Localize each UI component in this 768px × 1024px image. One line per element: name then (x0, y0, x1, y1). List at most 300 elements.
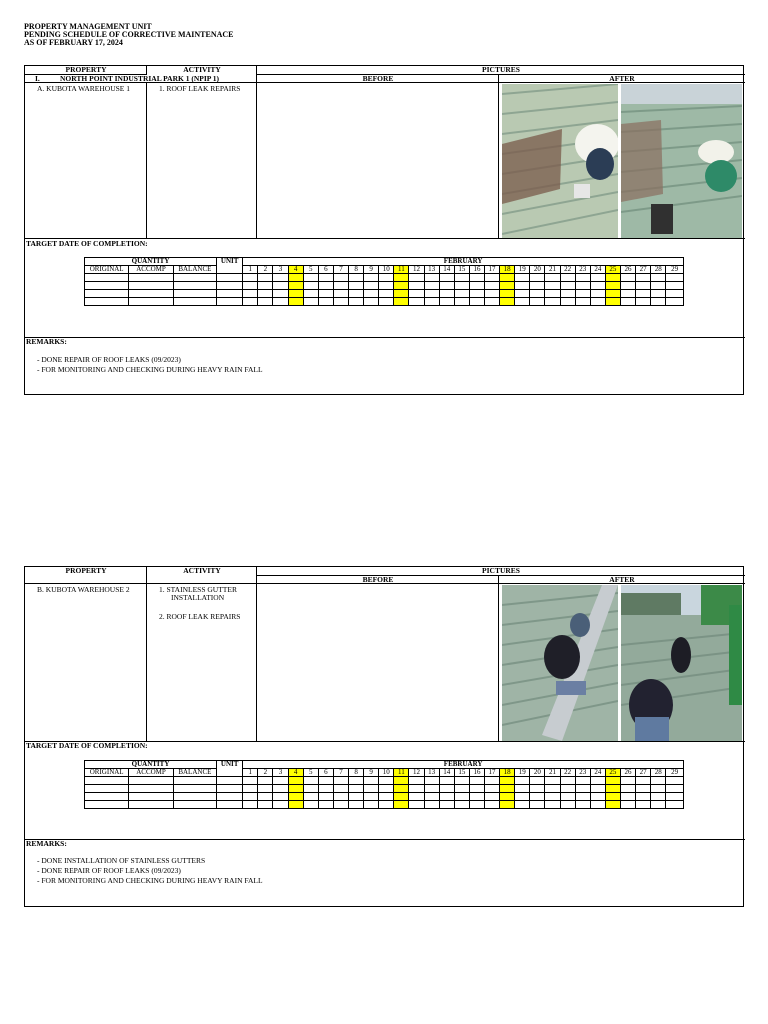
grid-cell (515, 801, 530, 809)
grid-cell (349, 298, 364, 306)
day-cell: 12 (409, 769, 424, 777)
grid-cell (379, 298, 394, 306)
grid-cell (485, 785, 500, 793)
grid-cell (243, 793, 258, 801)
grid-cell (605, 282, 620, 290)
grid-cell (500, 777, 515, 785)
grid-cell (318, 793, 333, 801)
grid-cell (273, 801, 288, 809)
grid-cell (318, 777, 333, 785)
grid-cell (424, 274, 439, 282)
remark-item: - DONE INSTALLATION OF STAINLESS GUTTERS (37, 856, 206, 865)
grid-cell (636, 290, 651, 298)
day-cell: 23 (575, 769, 590, 777)
grid-cell (258, 793, 273, 801)
grid-cell (129, 290, 173, 298)
grid-cell (424, 801, 439, 809)
grid-cell (500, 290, 515, 298)
target-date-label: TARGET DATE OF COMPLETION: (26, 239, 148, 248)
grid-cell (636, 777, 651, 785)
grid-cell (620, 274, 635, 282)
day-cell: 26 (620, 266, 635, 274)
header-date: AS OF FEBRUARY 17, 2024 (24, 38, 123, 47)
grid-cell (590, 290, 605, 298)
activity-header: ACTIVITY (183, 566, 221, 575)
grid-cell (394, 290, 409, 298)
grid-cell (515, 785, 530, 793)
remark-item: - FOR MONITORING AND CHECKING DURING HEAVY RAIN FALL (37, 876, 263, 885)
grid-cell (258, 801, 273, 809)
day-cell: 29 (666, 769, 684, 777)
grid-cell (85, 777, 129, 785)
after-photo-2 (621, 585, 742, 741)
activity-item: 1. ROOF LEAK REPAIRS (159, 84, 241, 93)
grid-cell (318, 785, 333, 793)
header-unit: PROPERTY MANAGEMENT UNIT (24, 22, 152, 31)
grid-cell (439, 290, 454, 298)
grid-cell (605, 298, 620, 306)
grid-cell (288, 290, 303, 298)
grid-cell (217, 298, 243, 306)
grid-cell (258, 785, 273, 793)
day-cell: 21 (545, 769, 560, 777)
property-name: A. KUBOTA WAREHOUSE 1 (37, 84, 131, 93)
grid-cell (258, 282, 273, 290)
grid-cell (217, 282, 243, 290)
day-cell: 12 (409, 266, 424, 274)
grid-cell (394, 785, 409, 793)
day-cell: 15 (454, 769, 469, 777)
grid-cell (500, 785, 515, 793)
day-cell: 25 (605, 266, 620, 274)
day-cell: 6 (318, 769, 333, 777)
grid-cell (545, 298, 560, 306)
grid-cell (575, 282, 590, 290)
grid-cell (439, 793, 454, 801)
grid-cell (129, 801, 173, 809)
grid-cell (454, 290, 469, 298)
grid-cell (439, 785, 454, 793)
grid-cell (288, 801, 303, 809)
grid-cell (333, 282, 348, 290)
grid-cell (394, 274, 409, 282)
grid-cell (469, 793, 484, 801)
grid-cell (258, 298, 273, 306)
grid-cell (217, 785, 243, 793)
document-header (24, 23, 234, 47)
month-header: FEBRUARY (243, 761, 684, 769)
day-cell: 16 (469, 769, 484, 777)
grid-cell (394, 801, 409, 809)
grid-cell (620, 793, 635, 801)
grid-cell (545, 274, 560, 282)
grid-cell (85, 298, 129, 306)
grid-cell (243, 290, 258, 298)
grid-cell (545, 290, 560, 298)
after-photo-1 (502, 585, 618, 741)
schedule-grid-1 (84, 257, 684, 306)
grid-cell (129, 298, 173, 306)
grid-cell (500, 274, 515, 282)
grid-cell (620, 290, 635, 298)
grid-cell (364, 793, 379, 801)
grid-cell (303, 777, 318, 785)
day-cell: 2 (258, 266, 273, 274)
grid-cell (349, 282, 364, 290)
quantity-header: QUANTITY (85, 258, 217, 266)
day-cell: 9 (364, 266, 379, 274)
day-cell: 8 (349, 266, 364, 274)
activity-header: ACTIVITY (183, 65, 221, 74)
unit-header: UNIT (217, 761, 243, 777)
grid-cell (85, 801, 129, 809)
grid-cell (636, 785, 651, 793)
grid-cell (590, 777, 605, 785)
grid-cell (273, 785, 288, 793)
balance-header: BALANCE (173, 769, 216, 777)
remark-item: - FOR MONITORING AND CHECKING DURING HEAVY RAIN FALL (37, 365, 263, 374)
grid-cell (469, 282, 484, 290)
grid-cell (651, 785, 666, 793)
day-cell: 13 (424, 266, 439, 274)
grid-cell (364, 282, 379, 290)
property-header: PROPERTY (65, 65, 107, 74)
grid-cell (605, 777, 620, 785)
grid-cell (530, 785, 545, 793)
grid-cell (364, 298, 379, 306)
grid-cell (379, 290, 394, 298)
grid-cell (620, 801, 635, 809)
grid-cell (85, 282, 129, 290)
grid-cell (560, 274, 575, 282)
day-cell: 4 (288, 769, 303, 777)
grid-cell (173, 793, 216, 801)
grid-cell (424, 298, 439, 306)
grid-cell (333, 290, 348, 298)
day-cell: 18 (500, 266, 515, 274)
grid-cell (485, 290, 500, 298)
grid-cell (364, 777, 379, 785)
grid-cell (485, 282, 500, 290)
grid-cell (575, 274, 590, 282)
day-cell: 7 (333, 266, 348, 274)
grid-cell (515, 274, 530, 282)
grid-cell (620, 777, 635, 785)
grid-cell (243, 801, 258, 809)
grid-cell (394, 777, 409, 785)
property-name: B. KUBOTA WAREHOUSE 2 (37, 585, 130, 594)
grid-cell (409, 801, 424, 809)
grid-cell (485, 793, 500, 801)
grid-cell (636, 298, 651, 306)
grid-cell (590, 793, 605, 801)
grid-cell (500, 298, 515, 306)
group-number: I. (35, 74, 40, 83)
grid-cell (636, 793, 651, 801)
grid-cell (349, 785, 364, 793)
day-cell: 19 (515, 266, 530, 274)
grid-cell (379, 801, 394, 809)
grid-cell (439, 777, 454, 785)
grid-cell (303, 290, 318, 298)
grid-cell (545, 785, 560, 793)
grid-cell (379, 777, 394, 785)
grid-cell (129, 282, 173, 290)
grid-cell (258, 274, 273, 282)
grid-cell (454, 785, 469, 793)
grid-cell (173, 298, 216, 306)
grid-cell (85, 290, 129, 298)
grid-cell (500, 793, 515, 801)
grid-cell (439, 801, 454, 809)
grid-cell (560, 298, 575, 306)
grid-cell (454, 801, 469, 809)
grid-cell (590, 298, 605, 306)
grid-cell (364, 274, 379, 282)
grid-cell (605, 793, 620, 801)
grid-cell (545, 282, 560, 290)
grid-cell (424, 785, 439, 793)
grid-cell (530, 282, 545, 290)
grid-cell (333, 274, 348, 282)
grid-cell (85, 793, 129, 801)
section-2-block (24, 566, 744, 907)
grid-cell (349, 793, 364, 801)
grid-cell (217, 290, 243, 298)
grid-cell (318, 274, 333, 282)
group-name: NORTH POINT INDUSTRIAL PARK 1 (NPIP 1) (60, 74, 220, 83)
grid-cell (515, 290, 530, 298)
grid-cell (439, 282, 454, 290)
grid-cell (303, 785, 318, 793)
day-cell: 20 (530, 769, 545, 777)
grid-cell (575, 290, 590, 298)
grid-cell (651, 290, 666, 298)
grid-cell (666, 274, 684, 282)
day-cell: 5 (303, 266, 318, 274)
header-title: PENDING SCHEDULE OF CORRECTIVE MAINTENACE (24, 30, 234, 39)
day-cell: 29 (666, 266, 684, 274)
grid-cell (620, 298, 635, 306)
grid-cell (349, 777, 364, 785)
day-cell: 19 (515, 769, 530, 777)
day-cell: 9 (364, 769, 379, 777)
grid-cell (666, 785, 684, 793)
grid-cell (318, 290, 333, 298)
grid-cell (469, 274, 484, 282)
grid-cell (530, 777, 545, 785)
grid-cell (666, 793, 684, 801)
day-cell: 1 (243, 266, 258, 274)
grid-cell (303, 793, 318, 801)
grid-cell (303, 282, 318, 290)
grid-cell (545, 793, 560, 801)
grid-cell (651, 801, 666, 809)
day-cell: 27 (636, 769, 651, 777)
property-header: PROPERTY (65, 566, 107, 575)
grid-cell (575, 793, 590, 801)
grid-cell (217, 777, 243, 785)
day-cell: 17 (485, 266, 500, 274)
grid-cell (409, 290, 424, 298)
grid-cell (217, 793, 243, 801)
original-header: ORIGINAL (85, 266, 129, 274)
grid-cell (173, 785, 216, 793)
day-cell: 10 (379, 266, 394, 274)
grid-cell (575, 801, 590, 809)
grid-cell (85, 274, 129, 282)
pictures-header: PICTURES (482, 65, 520, 74)
grid-cell (173, 290, 216, 298)
grid-cell (590, 282, 605, 290)
grid-cell (273, 290, 288, 298)
grid-cell (666, 801, 684, 809)
grid-cell (530, 793, 545, 801)
grid-cell (560, 793, 575, 801)
grid-cell (288, 785, 303, 793)
grid-cell (605, 785, 620, 793)
grid-cell (273, 282, 288, 290)
grid-cell (173, 274, 216, 282)
grid-cell (575, 777, 590, 785)
after-header: AFTER (609, 575, 635, 584)
grid-cell (651, 793, 666, 801)
day-cell: 22 (560, 769, 575, 777)
day-cell: 11 (394, 769, 409, 777)
day-cell: 14 (439, 266, 454, 274)
remarks-list (37, 355, 263, 375)
grid-cell (515, 777, 530, 785)
grid-cell (651, 777, 666, 785)
grid-cell (485, 801, 500, 809)
day-cell: 8 (349, 769, 364, 777)
grid-cell (485, 274, 500, 282)
grid-cell (364, 801, 379, 809)
grid-cell (273, 777, 288, 785)
grid-cell (560, 290, 575, 298)
grid-cell (243, 274, 258, 282)
grid-cell (515, 282, 530, 290)
grid-cell (379, 274, 394, 282)
grid-cell (409, 298, 424, 306)
grid-cell (409, 282, 424, 290)
day-cell: 11 (394, 266, 409, 274)
grid-cell (217, 274, 243, 282)
grid-cell (424, 777, 439, 785)
grid-cell (333, 801, 348, 809)
day-cell: 26 (620, 769, 635, 777)
day-cell: 28 (651, 266, 666, 274)
grid-cell (173, 777, 216, 785)
grid-cell (485, 298, 500, 306)
grid-cell (469, 777, 484, 785)
grid-cell (394, 793, 409, 801)
grid-cell (469, 298, 484, 306)
grid-cell (620, 785, 635, 793)
grid-cell (379, 785, 394, 793)
grid-cell (333, 298, 348, 306)
day-cell: 10 (379, 769, 394, 777)
grid-cell (273, 274, 288, 282)
day-cell: 4 (288, 266, 303, 274)
day-cell: 24 (590, 266, 605, 274)
grid-cell (394, 298, 409, 306)
grid-cell (379, 793, 394, 801)
activity-item: 2. ROOF LEAK REPAIRS (159, 612, 241, 621)
day-cell: 20 (530, 266, 545, 274)
grid-cell (530, 298, 545, 306)
grid-cell (243, 298, 258, 306)
grid-cell (349, 274, 364, 282)
grid-cell (288, 274, 303, 282)
grid-cell (364, 785, 379, 793)
target-date-label: TARGET DATE OF COMPLETION: (26, 741, 148, 750)
grid-cell (409, 274, 424, 282)
schedule-grid-2 (84, 760, 684, 809)
grid-cell (409, 793, 424, 801)
grid-cell (288, 777, 303, 785)
grid-cell (379, 282, 394, 290)
accomp-header: ACCOMP (129, 769, 173, 777)
grid-cell (424, 282, 439, 290)
remarks-label: REMARKS: (26, 839, 67, 848)
grid-cell (85, 785, 129, 793)
grid-cell (273, 793, 288, 801)
before-header: BEFORE (362, 74, 394, 83)
day-cell: 24 (590, 769, 605, 777)
grid-cell (303, 298, 318, 306)
month-header: FEBRUARY (243, 258, 684, 266)
day-cell: 25 (605, 769, 620, 777)
after-photo-1 (502, 84, 618, 238)
unit-header: UNIT (217, 258, 243, 274)
before-header: BEFORE (362, 575, 394, 584)
remarks-label: REMARKS: (26, 337, 67, 346)
grid-cell (636, 801, 651, 809)
grid-cell (439, 298, 454, 306)
grid-cell (454, 793, 469, 801)
grid-cell (500, 801, 515, 809)
grid-cell (349, 290, 364, 298)
day-cell: 23 (575, 266, 590, 274)
grid-cell (318, 282, 333, 290)
section-1-block (24, 65, 744, 395)
grid-cell (288, 793, 303, 801)
remark-item: - DONE REPAIR OF ROOF LEAKS (09/2023) (37, 866, 181, 875)
grid-cell (530, 274, 545, 282)
day-cell: 21 (545, 266, 560, 274)
grid-cell (454, 298, 469, 306)
grid-cell (424, 290, 439, 298)
grid-cell (333, 785, 348, 793)
grid-cell (651, 274, 666, 282)
grid-cell (333, 793, 348, 801)
grid-cell (364, 290, 379, 298)
grid-cell (651, 282, 666, 290)
grid-cell (258, 777, 273, 785)
activity-item-cont: INSTALLATION (171, 593, 225, 602)
grid-cell (318, 801, 333, 809)
grid-cell (605, 801, 620, 809)
activity-item: 1. STAINLESS GUTTER (159, 585, 237, 594)
day-cell: 1 (243, 769, 258, 777)
grid-cell (129, 785, 173, 793)
grid-cell (258, 290, 273, 298)
grid-cell (439, 274, 454, 282)
remark-item: - DONE REPAIR OF ROOF LEAKS (09/2023) (37, 355, 181, 364)
day-cell: 15 (454, 266, 469, 274)
day-cell: 16 (469, 266, 484, 274)
